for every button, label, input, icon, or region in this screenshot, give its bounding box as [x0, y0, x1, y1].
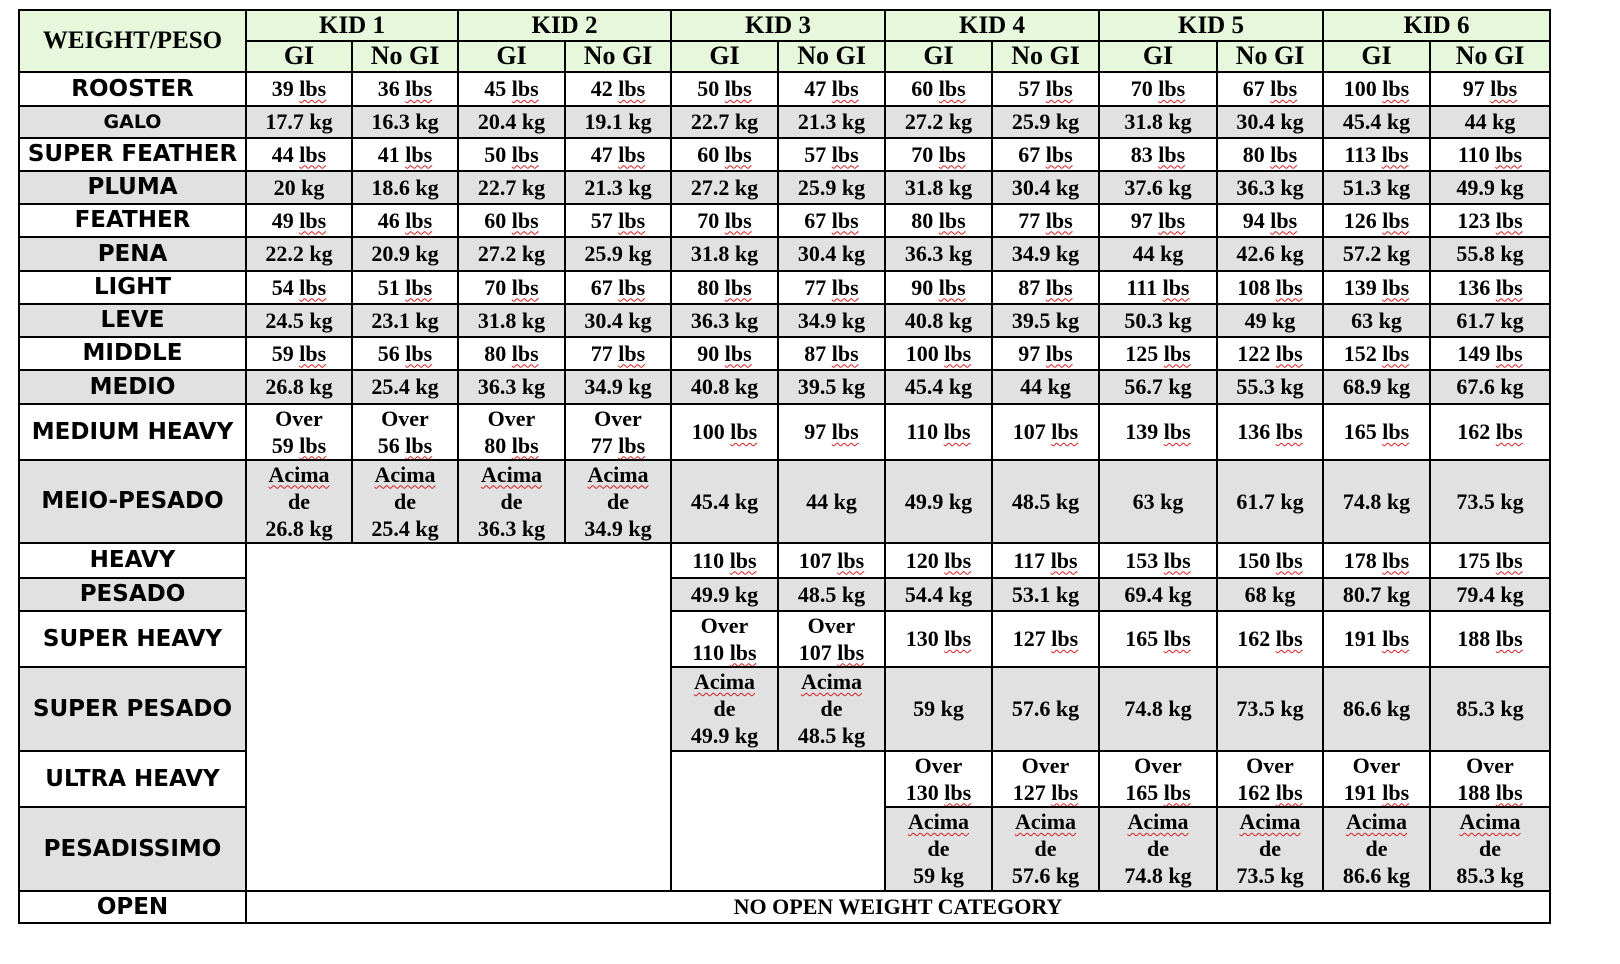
kid-2-header: KID 2	[458, 10, 671, 41]
weight-peso-header: WEIGHT/PESO	[19, 10, 246, 72]
weight-cell: Acima de 85.3 kg	[1430, 807, 1550, 891]
weight-cell: 45 lbs	[458, 72, 565, 106]
weight-cell: 47 lbs	[565, 138, 671, 171]
weight-cell: 80 lbs	[1217, 138, 1323, 171]
weight-cell: 50.3 kg	[1099, 304, 1217, 337]
empty-region-kid3	[671, 751, 885, 891]
weight-cell: 70 lbs	[885, 138, 992, 171]
weight-cell: 165 lbs	[1323, 404, 1430, 460]
weight-cell: 80 lbs	[458, 337, 565, 370]
weight-cell: 42 lbs	[565, 72, 671, 106]
weight-cell: 68.9 kg	[1323, 370, 1430, 404]
weight-cell: 57.2 kg	[1323, 237, 1430, 271]
weight-cell: 55.3 kg	[1217, 370, 1323, 404]
weight-cell: 21.3 kg	[565, 171, 671, 204]
weight-cell: 49.9 kg	[671, 578, 778, 611]
weight-cell: 49.9 kg	[885, 460, 992, 543]
weight-cell: 18.6 kg	[352, 171, 458, 204]
weight-cell: Acima de 36.3 kg	[458, 460, 565, 543]
weight-cell: 49.9 kg	[1430, 171, 1550, 204]
weight-cell: 125 lbs	[1099, 337, 1217, 370]
weight-cell: 59 kg	[885, 667, 992, 751]
weight-cell: 139 lbs	[1323, 271, 1430, 304]
weight-cell: 100 lbs	[1323, 72, 1430, 106]
weight-cell: 122 lbs	[1217, 337, 1323, 370]
weight-cell: 80 lbs	[885, 204, 992, 237]
weight-cell: 97 lbs	[778, 404, 885, 460]
weight-cell: 60 lbs	[885, 72, 992, 106]
weight-row-rooster	[19, 72, 1550, 106]
category-name: LEVE	[19, 304, 246, 337]
weight-cell: 61.7 kg	[1217, 460, 1323, 543]
weight-cell: 31.8 kg	[458, 304, 565, 337]
weight-cell: 73.5 kg	[1430, 460, 1550, 543]
weight-row-pluma	[19, 171, 1550, 204]
weight-cell: 74.8 kg	[1099, 667, 1217, 751]
weight-row-medium-heavy	[19, 404, 1550, 460]
weight-cell: 50 lbs	[671, 72, 778, 106]
weight-cell: 45.4 kg	[671, 460, 778, 543]
weight-cell: 22.7 kg	[671, 106, 778, 138]
category-name: SUPER HEAVY	[19, 611, 246, 667]
weight-cell: Over 165 lbs	[1099, 751, 1217, 807]
weight-cell: Over 127 lbs	[992, 751, 1099, 807]
weight-row-middle	[19, 337, 1550, 370]
weight-cell: 44 kg	[992, 370, 1099, 404]
weight-cell: Over 110 lbs	[671, 611, 778, 667]
weight-cell: 55.8 kg	[1430, 237, 1550, 271]
weight-cell: 63 kg	[1099, 460, 1217, 543]
weight-cell: 20.9 kg	[352, 237, 458, 271]
weight-cell: 136 lbs	[1430, 271, 1550, 304]
weight-cell: 17.7 kg	[246, 106, 352, 138]
kid-4-gi-header: GI	[885, 41, 992, 72]
weight-cell: 30.4 kg	[565, 304, 671, 337]
weight-cell: 59 lbs	[246, 337, 352, 370]
weight-cell: 23.1 kg	[352, 304, 458, 337]
weight-cell: 56 lbs	[352, 337, 458, 370]
weight-cell: 30.4 kg	[992, 171, 1099, 204]
weight-cell: 80 lbs	[671, 271, 778, 304]
weight-cell: 136 lbs	[1217, 404, 1323, 460]
weight-cell: 60 lbs	[458, 204, 565, 237]
weight-cell: 67 lbs	[565, 271, 671, 304]
weight-cell: 127 lbs	[992, 611, 1099, 667]
kid-4-nogi-header: No GI	[992, 41, 1099, 72]
weight-cell: 57 lbs	[992, 72, 1099, 106]
category-name: MEIO-PESADO	[19, 460, 246, 543]
kid-2-gi-header: GI	[458, 41, 565, 72]
weight-cell: 54 lbs	[246, 271, 352, 304]
kid-6-gi-header: GI	[1323, 41, 1430, 72]
weight-cell: 111 lbs	[1099, 271, 1217, 304]
weight-cell: 108 lbs	[1217, 271, 1323, 304]
weight-cell: 77 lbs	[778, 271, 885, 304]
weight-cell: Over 77 lbs	[565, 404, 671, 460]
kid-1-gi-header: GI	[246, 41, 352, 72]
kid-5-gi-header: GI	[1099, 41, 1217, 72]
weight-cell: 27.2 kg	[671, 171, 778, 204]
weight-cell: 41 lbs	[352, 138, 458, 171]
category-name: LIGHT	[19, 271, 246, 304]
weight-cell: 25.9 kg	[992, 106, 1099, 138]
weight-cell: Acima de 26.8 kg	[246, 460, 352, 543]
weight-cell: 130 lbs	[885, 611, 992, 667]
weight-cell: 70 lbs	[458, 271, 565, 304]
weight-cell: 56.7 kg	[1099, 370, 1217, 404]
weight-cell: 31.8 kg	[885, 171, 992, 204]
weight-cell: 110 lbs	[671, 543, 778, 578]
weight-cell: 44 kg	[1099, 237, 1217, 271]
weight-cell: 100 lbs	[671, 404, 778, 460]
weight-cell: 83 lbs	[1099, 138, 1217, 171]
weight-cell: 57.6 kg	[992, 667, 1099, 751]
weight-cell: 63 kg	[1323, 304, 1430, 337]
no-open-category-message: NO OPEN WEIGHT CATEGORY	[246, 891, 1550, 923]
weight-cell: 50 lbs	[458, 138, 565, 171]
weight-cell: 48.5 kg	[992, 460, 1099, 543]
category-name: SUPER FEATHER	[19, 138, 246, 171]
weight-cell: 49 lbs	[246, 204, 352, 237]
weight-cell: 90 lbs	[885, 271, 992, 304]
weight-cell: 51.3 kg	[1323, 171, 1430, 204]
weight-cell: 85.3 kg	[1430, 667, 1550, 751]
weight-cell: 40.8 kg	[671, 370, 778, 404]
weight-cell: 36.3 kg	[671, 304, 778, 337]
weight-cell: 36.3 kg	[885, 237, 992, 271]
category-name: OPEN	[19, 891, 246, 923]
weight-cell: 39 lbs	[246, 72, 352, 106]
weight-cell: 107 lbs	[778, 543, 885, 578]
weight-cell: 24.5 kg	[246, 304, 352, 337]
weight-cell: 51 lbs	[352, 271, 458, 304]
weight-row-feather	[19, 204, 1550, 237]
weight-cell: 80.7 kg	[1323, 578, 1430, 611]
weight-cell: Acima de 73.5 kg	[1217, 807, 1323, 891]
category-name: ULTRA HEAVY	[19, 751, 246, 807]
weight-cell: Over 162 lbs	[1217, 751, 1323, 807]
weight-cell: 178 lbs	[1323, 543, 1430, 578]
weight-cell: 69.4 kg	[1099, 578, 1217, 611]
kid-1-nogi-header: No GI	[352, 41, 458, 72]
weight-cell: 36 lbs	[352, 72, 458, 106]
weight-cell: 100 lbs	[885, 337, 992, 370]
weight-cell: 191 lbs	[1323, 611, 1430, 667]
weight-cell: 94 lbs	[1217, 204, 1323, 237]
weight-category-table	[18, 9, 1551, 924]
weight-cell: 175 lbs	[1430, 543, 1550, 578]
weight-cell: 153 lbs	[1099, 543, 1217, 578]
weight-cell: 27.2 kg	[458, 237, 565, 271]
weight-cell: 44 kg	[778, 460, 885, 543]
weight-cell: 39.5 kg	[992, 304, 1099, 337]
weight-cell: 162 lbs	[1217, 611, 1323, 667]
weight-row-meio-pesado	[19, 460, 1550, 543]
weight-cell: 30.4 kg	[778, 237, 885, 271]
weight-row-open	[19, 891, 1550, 923]
kid-6-header: KID 6	[1323, 10, 1550, 41]
weight-cell: 70 lbs	[671, 204, 778, 237]
weight-row-super-feather	[19, 138, 1550, 171]
weight-cell: 19.1 kg	[565, 106, 671, 138]
category-name: ROOSTER	[19, 72, 246, 106]
kid-4-header: KID 4	[885, 10, 1099, 41]
weight-cell: 149 lbs	[1430, 337, 1550, 370]
weight-cell: 25.4 kg	[352, 370, 458, 404]
weight-cell: Over 56 lbs	[352, 404, 458, 460]
weight-cell: 25.9 kg	[565, 237, 671, 271]
weight-cell: 36.3 kg	[1217, 171, 1323, 204]
weight-cell: 45.4 kg	[885, 370, 992, 404]
category-name: PESADO	[19, 578, 246, 611]
kid-5-nogi-header: No GI	[1217, 41, 1323, 72]
category-name: PESADISSIMO	[19, 807, 246, 891]
weight-cell: 97 lbs	[1430, 72, 1550, 106]
weight-cell: 107 lbs	[992, 404, 1099, 460]
weight-cell: Over 188 lbs	[1430, 751, 1550, 807]
weight-cell: Acima de 25.4 kg	[352, 460, 458, 543]
weight-cell: 126 lbs	[1323, 204, 1430, 237]
weight-cell: 27.2 kg	[885, 106, 992, 138]
kid-3-gi-header: GI	[671, 41, 778, 72]
weight-cell: 150 lbs	[1217, 543, 1323, 578]
weight-cell: 30.4 kg	[1217, 106, 1323, 138]
weight-row-medio	[19, 370, 1550, 404]
weight-cell: 87 lbs	[992, 271, 1099, 304]
weight-cell: 34.9 kg	[565, 370, 671, 404]
weight-cell: 188 lbs	[1430, 611, 1550, 667]
weight-cell: 48.5 kg	[778, 578, 885, 611]
weight-cell: 77 lbs	[565, 337, 671, 370]
kid-1-header: KID 1	[246, 10, 458, 41]
weight-cell: 77 lbs	[992, 204, 1099, 237]
weight-cell: 37.6 kg	[1099, 171, 1217, 204]
weight-cell: 57 lbs	[565, 204, 671, 237]
weight-cell: 57 lbs	[778, 138, 885, 171]
weight-cell: 31.8 kg	[671, 237, 778, 271]
category-name: MIDDLE	[19, 337, 246, 370]
weight-cell: 53.1 kg	[992, 578, 1099, 611]
weight-cell: 22.2 kg	[246, 237, 352, 271]
weight-cell: 67 lbs	[1217, 72, 1323, 106]
weight-cell: 162 lbs	[1430, 404, 1550, 460]
category-name: MEDIUM HEAVY	[19, 404, 246, 460]
weight-cell: 20 kg	[246, 171, 352, 204]
weight-cell: 16.3 kg	[352, 106, 458, 138]
weight-cell: Acima de 59 kg	[885, 807, 992, 891]
weight-cell: 79.4 kg	[1430, 578, 1550, 611]
weight-cell: 110 lbs	[1430, 138, 1550, 171]
kid-3-header: KID 3	[671, 10, 885, 41]
weight-cell: 46 lbs	[352, 204, 458, 237]
weight-cell: 42.6 kg	[1217, 237, 1323, 271]
top-cropped-title-mask	[0, 0, 1620, 9]
weight-cell: 74.8 kg	[1323, 460, 1430, 543]
weight-cell: 87 lbs	[778, 337, 885, 370]
category-name: PENA	[19, 237, 246, 271]
empty-region-kid1-kid2	[246, 543, 671, 891]
weight-cell: 139 lbs	[1099, 404, 1217, 460]
weight-cell: Over 80 lbs	[458, 404, 565, 460]
weight-cell: 97 lbs	[1099, 204, 1217, 237]
weight-cell: 97 lbs	[992, 337, 1099, 370]
weight-cell: 61.7 kg	[1430, 304, 1550, 337]
weight-cell: 25.9 kg	[778, 171, 885, 204]
weight-cell: 165 lbs	[1099, 611, 1217, 667]
weight-cell: 152 lbs	[1323, 337, 1430, 370]
weight-cell: 70 lbs	[1099, 72, 1217, 106]
category-name: GALO	[19, 106, 246, 138]
kid-5-header: KID 5	[1099, 10, 1323, 41]
kid-6-nogi-header: No GI	[1430, 41, 1550, 72]
weight-cell: 120 lbs	[885, 543, 992, 578]
category-name: MEDIO	[19, 370, 246, 404]
weight-cell: Acima de 57.6 kg	[992, 807, 1099, 891]
weight-row-leve	[19, 304, 1550, 337]
weight-cell: 60 lbs	[671, 138, 778, 171]
category-name: FEATHER	[19, 204, 246, 237]
weight-cell: 67 lbs	[992, 138, 1099, 171]
weight-cell: 40.8 kg	[885, 304, 992, 337]
weight-cell: 113 lbs	[1323, 138, 1430, 171]
category-name: SUPER PESADO	[19, 667, 246, 751]
kid-2-nogi-header: No GI	[565, 41, 671, 72]
weight-cell: 90 lbs	[671, 337, 778, 370]
category-name: PLUMA	[19, 171, 246, 204]
weight-cell: 26.8 kg	[246, 370, 352, 404]
weight-row-pena	[19, 237, 1550, 271]
weight-cell: 117 lbs	[992, 543, 1099, 578]
weight-cell: 73.5 kg	[1217, 667, 1323, 751]
weight-cell: 34.9 kg	[992, 237, 1099, 271]
weight-cell: 31.8 kg	[1099, 106, 1217, 138]
weight-cell: 44 kg	[1430, 106, 1550, 138]
weight-cell: Over 107 lbs	[778, 611, 885, 667]
weight-cell: Acima de 74.8 kg	[1099, 807, 1217, 891]
weight-cell: Acima de 48.5 kg	[778, 667, 885, 751]
weight-cell: 68 kg	[1217, 578, 1323, 611]
weight-cell: 45.4 kg	[1323, 106, 1430, 138]
weight-cell: Acima de 49.9 kg	[671, 667, 778, 751]
weight-cell: 110 lbs	[885, 404, 992, 460]
weight-row-heavy	[19, 543, 1550, 578]
weight-cell: 54.4 kg	[885, 578, 992, 611]
weight-cell: 123 lbs	[1430, 204, 1550, 237]
weight-cell: 86.6 kg	[1323, 667, 1430, 751]
weight-cell: Acima de 86.6 kg	[1323, 807, 1430, 891]
weight-cell: 44 lbs	[246, 138, 352, 171]
weight-row-light	[19, 271, 1550, 304]
weight-cell: Acima de 34.9 kg	[565, 460, 671, 543]
kid-3-nogi-header: No GI	[778, 41, 885, 72]
weight-cell: Over 191 lbs	[1323, 751, 1430, 807]
weight-cell: Over 130 lbs	[885, 751, 992, 807]
weight-cell: 49 kg	[1217, 304, 1323, 337]
weight-table-container	[18, 9, 1551, 924]
category-name: HEAVY	[19, 543, 246, 578]
weight-cell: 20.4 kg	[458, 106, 565, 138]
weight-cell: 67 lbs	[778, 204, 885, 237]
weight-cell: 36.3 kg	[458, 370, 565, 404]
weight-cell: Over 59 lbs	[246, 404, 352, 460]
weight-cell: 47 lbs	[778, 72, 885, 106]
weight-cell: 22.7 kg	[458, 171, 565, 204]
weight-row-galo	[19, 106, 1550, 138]
weight-cell: 39.5 kg	[778, 370, 885, 404]
weight-cell: 67.6 kg	[1430, 370, 1550, 404]
weight-cell: 21.3 kg	[778, 106, 885, 138]
weight-cell: 34.9 kg	[778, 304, 885, 337]
